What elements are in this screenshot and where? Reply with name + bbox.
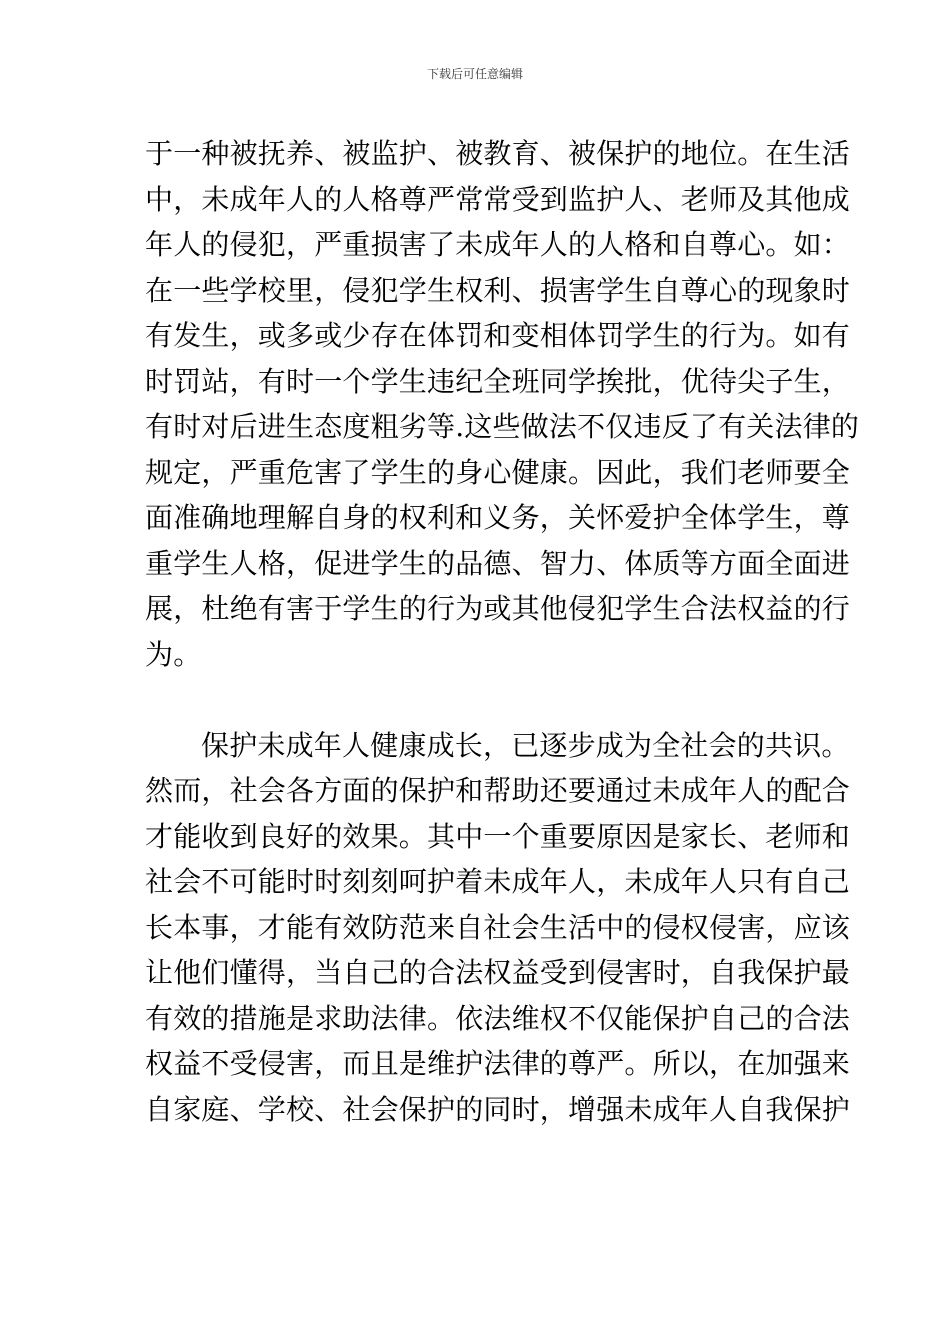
document-body [145, 131, 860, 1132]
paragraph-spacer [145, 677, 810, 723]
text-line: 让他们懂得，当自己的合法权益受到侵害时，自我保护最 [145, 956, 851, 989]
text-line: 中，未成年人的人格尊严常常受到监护人、老师及其他成 [145, 182, 851, 216]
text-line: 保护未成年人健康成长，已逐步成为全社会的共识。 [201, 728, 850, 762]
paragraph-2 [145, 723, 851, 1133]
text-line: 然而，社会各方面的保护和帮助还要通过未成年人的配合 [145, 774, 851, 807]
text-line: 有发生，或多或少存在体罚和变相体罚学生的行为。如有 [145, 319, 851, 352]
text-line: 社会不可能时时刻刻呵护着未成年人，未成年人只有自己 [145, 865, 851, 898]
text-line: 展，杜绝有害于学生的行为或其他侵犯学生合法权益的行 [145, 592, 851, 625]
text-line: 规定，严重危害了学生的身心健康。因此，我们老师要全 [145, 455, 851, 489]
page-header: 下载后可任意编辑 [426, 67, 523, 81]
text-line: 权益不受侵害，而且是维护法律的尊严。所以，在加强来 [145, 1047, 851, 1080]
text-line: 在一些学校里，侵犯学生权利、损害学生自尊心的现象时 [145, 273, 851, 307]
text-line: 有时对后进生态度粗劣等.这些做法不仅违反了有关法律的 [145, 410, 860, 443]
text-line: 自家庭、学校、社会保护的同时，增强未成年人自我保护 [145, 1092, 851, 1126]
text-line: 面准确地理解自身的权利和义务，关怀爱护全体学生，尊 [145, 501, 851, 534]
text-line: 才能收到良好的效果。其中一个重要原因是家长、老师和 [145, 819, 851, 853]
text-line: 重学生人格，促进学生的品德、智力、体质等方面全面进 [145, 546, 851, 580]
text-line: 为。 [145, 637, 202, 671]
text-line: 时罚站，有时一个学生违纪全班同学挨批，优待尖子生， [145, 364, 851, 398]
text-line: 年人的侵犯，严重损害了未成年人的人格和自尊心。如： [145, 228, 851, 261]
text-line: 于一种被抚养、被监护、被教育、被保护的地位。在生活 [145, 137, 851, 170]
paragraph-1 [145, 131, 860, 677]
text-line: 有效的措施是求助法律。依法维权不仅能保护自己的合法 [145, 1001, 851, 1035]
text-line: 长本事，才能有效防范来自社会生活中的侵权侵害，应该 [145, 910, 851, 944]
